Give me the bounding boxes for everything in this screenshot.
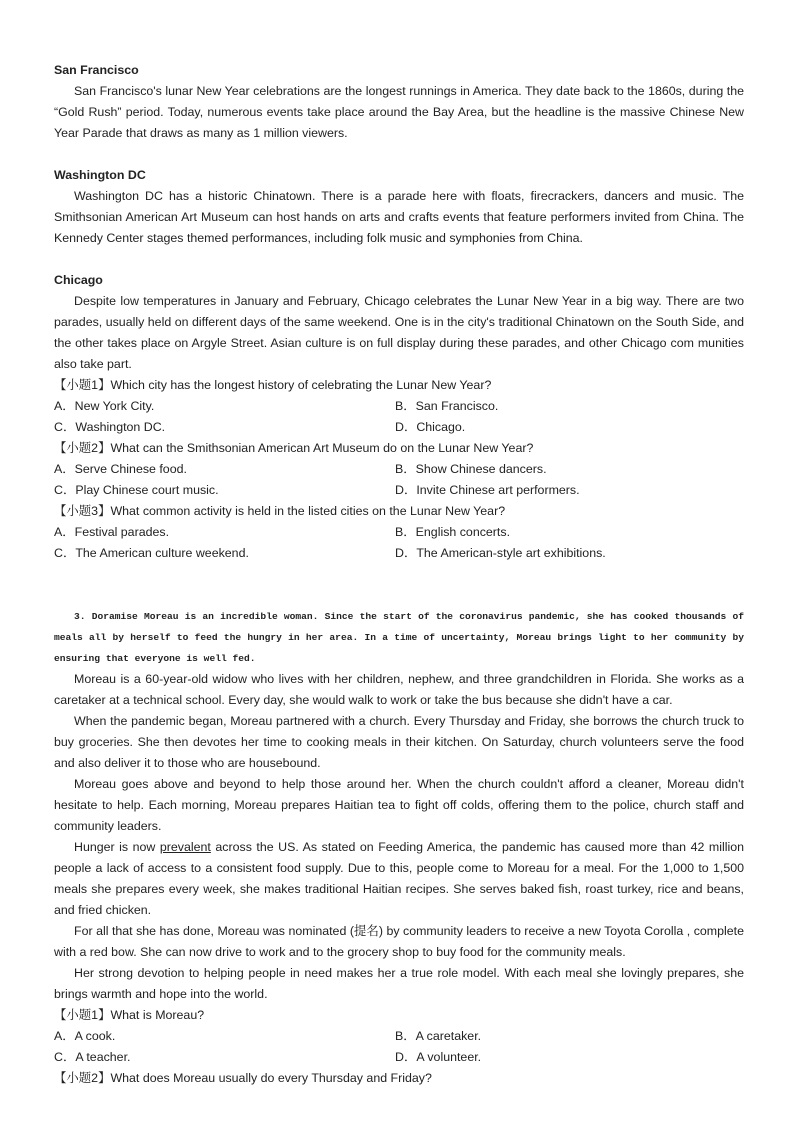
- option-b[interactable]: B．Show Chinese dancers.: [395, 462, 547, 476]
- passage-paragraph-2: When the pandemic began, Moreau partnered with a church. Every Thursday and Friday, she borrows the church truck to buy groceries. She then devotes her time to cooking meals in their kitchen. On Saturday, church volunteers serve the food and also deliver it to those who are housebound.: [54, 714, 744, 770]
- option-b[interactable]: B．San Francisco.: [395, 399, 499, 413]
- question-block: [54, 375, 744, 438]
- heading-chicago: Chicago: [54, 273, 103, 287]
- paragraph-san-francisco: San Francisco's lunar New Year celebrations are the longest runnings in America. They date back to the 1860s, during the “Gold Rush” period. Today, numerous events take place around the Bay Area, but the headline is the massive Chinese New Year Parade that draws as many as 1 million viewers.: [54, 84, 744, 140]
- option-a[interactable]: A．New York City.: [54, 399, 155, 413]
- option-c[interactable]: C．Washington DC.: [54, 420, 166, 434]
- spacer: [54, 249, 744, 270]
- spacer: [54, 585, 744, 606]
- document-page: [54, 60, 744, 1089]
- passage-paragraph-5: For all that she has done, Moreau was nominated (提名) by community leaders to receive a new Toyota Corolla , complete with a red bow. She can now drive to work and to the grocery shop to buy food for the community meals.: [54, 924, 744, 959]
- option-d[interactable]: D．Invite Chinese art performers.: [395, 483, 580, 497]
- option-a[interactable]: A．Festival parades.: [54, 525, 170, 539]
- paragraph-chicago: Despite low temperatures in January and February, Chicago celebrates the Lunar New Year in a big way. There are two parades, usually held on different days of the same weekend. One is in the city's traditional Chinatown on the South Side, and the other takes place on Argyle Street. Asian culture is on full display during these parades, and other Chicago com munities also take part.: [54, 294, 744, 371]
- option-d[interactable]: D．A volunteer.: [395, 1050, 482, 1064]
- option-c[interactable]: C．Play Chinese court music.: [54, 483, 219, 497]
- option-row: [54, 543, 744, 564]
- passage-paragraph-3: Moreau goes above and beyond to help those around her. When the church couldn't afford a cleaner, Moreau didn't hesitate to help. Each morning, Moreau prepares Haitian tea to fight off colds, offering them to the police, church staff and community leaders.: [54, 777, 744, 833]
- option-row: [54, 522, 744, 543]
- question-text: 【小题1】What is Moreau?: [54, 1008, 205, 1022]
- question-text: 【小题3】What common activity is held in the listed cities on the Lunar New Year?: [54, 504, 506, 518]
- p4-text-start: Hunger is now: [74, 840, 160, 854]
- p4-text-end: across the US. As stated on Feeding America, the pandemic has caused more than 42 million people a lack of access to a consistent food supply. Due to this, people come to Moreau for a meal. For the 1,000 to 1,500 meals she prepares every week, she makes traditional Haitian recipes. She serves baked fish, roast turkey, rice and beans, and fried chicken.: [54, 840, 744, 917]
- paragraph-washington-dc: Washington DC has a historic Chinatown. There is a parade here with floats, firecrackers, dancers and music. The Smithsonian American Art Museum can host hands on arts and crafts events that feature performers invited from China. The Kennedy Center stages themed performances, including folk music and symphonies from China.: [54, 189, 744, 245]
- option-d[interactable]: D．The American-style art exhibitions.: [395, 546, 606, 560]
- passage-paragraph-1: Moreau is a 60-year-old widow who lives with her children, nephew, and three grandchildren in Florida. She works as a caretaker at a technical school. Every day, she would walk to work or take the bus because she didn't have a car.: [54, 672, 744, 707]
- option-a[interactable]: A．A cook.: [54, 1029, 116, 1043]
- option-c[interactable]: C．The American culture weekend.: [54, 546, 249, 560]
- question-text: 【小题2】What does Moreau usually do every Thursday and Friday?: [54, 1071, 432, 1085]
- spacer: [54, 144, 744, 165]
- option-row: [54, 480, 744, 501]
- question-text: 【小题1】Which city has the longest history of celebrating the Lunar New Year?: [54, 378, 492, 392]
- passage-intro: 3. Doramise Moreau is an incredible woman. Since the start of the coronavirus pandemic, she has cooked thousands of meals all by herself to feed the hungry in her area. In a time of uncertainty, Moreau brings light to her community by ensuring that everyone is well fed.: [54, 611, 744, 664]
- underlined-word: prevalent: [159, 840, 211, 854]
- passage-paragraph-6: Her strong devotion to helping people in need makes her a true role model. With each meal she lovingly prepares, she brings warmth and hope into the world.: [54, 966, 744, 1001]
- option-d[interactable]: D．Chicago.: [395, 420, 466, 434]
- option-a[interactable]: A．Serve Chinese food.: [54, 462, 187, 476]
- question-text: 【小题2】What can the Smithsonian American Art Museum do on the Lunar New Year?: [54, 441, 534, 455]
- spacer: [54, 564, 744, 585]
- question-block: [54, 1005, 744, 1068]
- option-c[interactable]: C．A teacher.: [54, 1050, 131, 1064]
- passage-paragraph-4: [54, 837, 744, 921]
- option-b[interactable]: B．A caretaker.: [395, 1029, 482, 1043]
- question-block: [54, 438, 744, 501]
- option-b[interactable]: B．English concerts.: [395, 525, 511, 539]
- heading-san-francisco: San Francisco: [54, 63, 139, 77]
- option-row: [54, 1026, 744, 1047]
- option-row: [54, 396, 744, 417]
- option-row: [54, 1047, 744, 1068]
- option-row: [54, 459, 744, 480]
- question-block: [54, 501, 744, 564]
- heading-washington-dc: Washington DC: [54, 168, 146, 182]
- option-row: [54, 417, 744, 438]
